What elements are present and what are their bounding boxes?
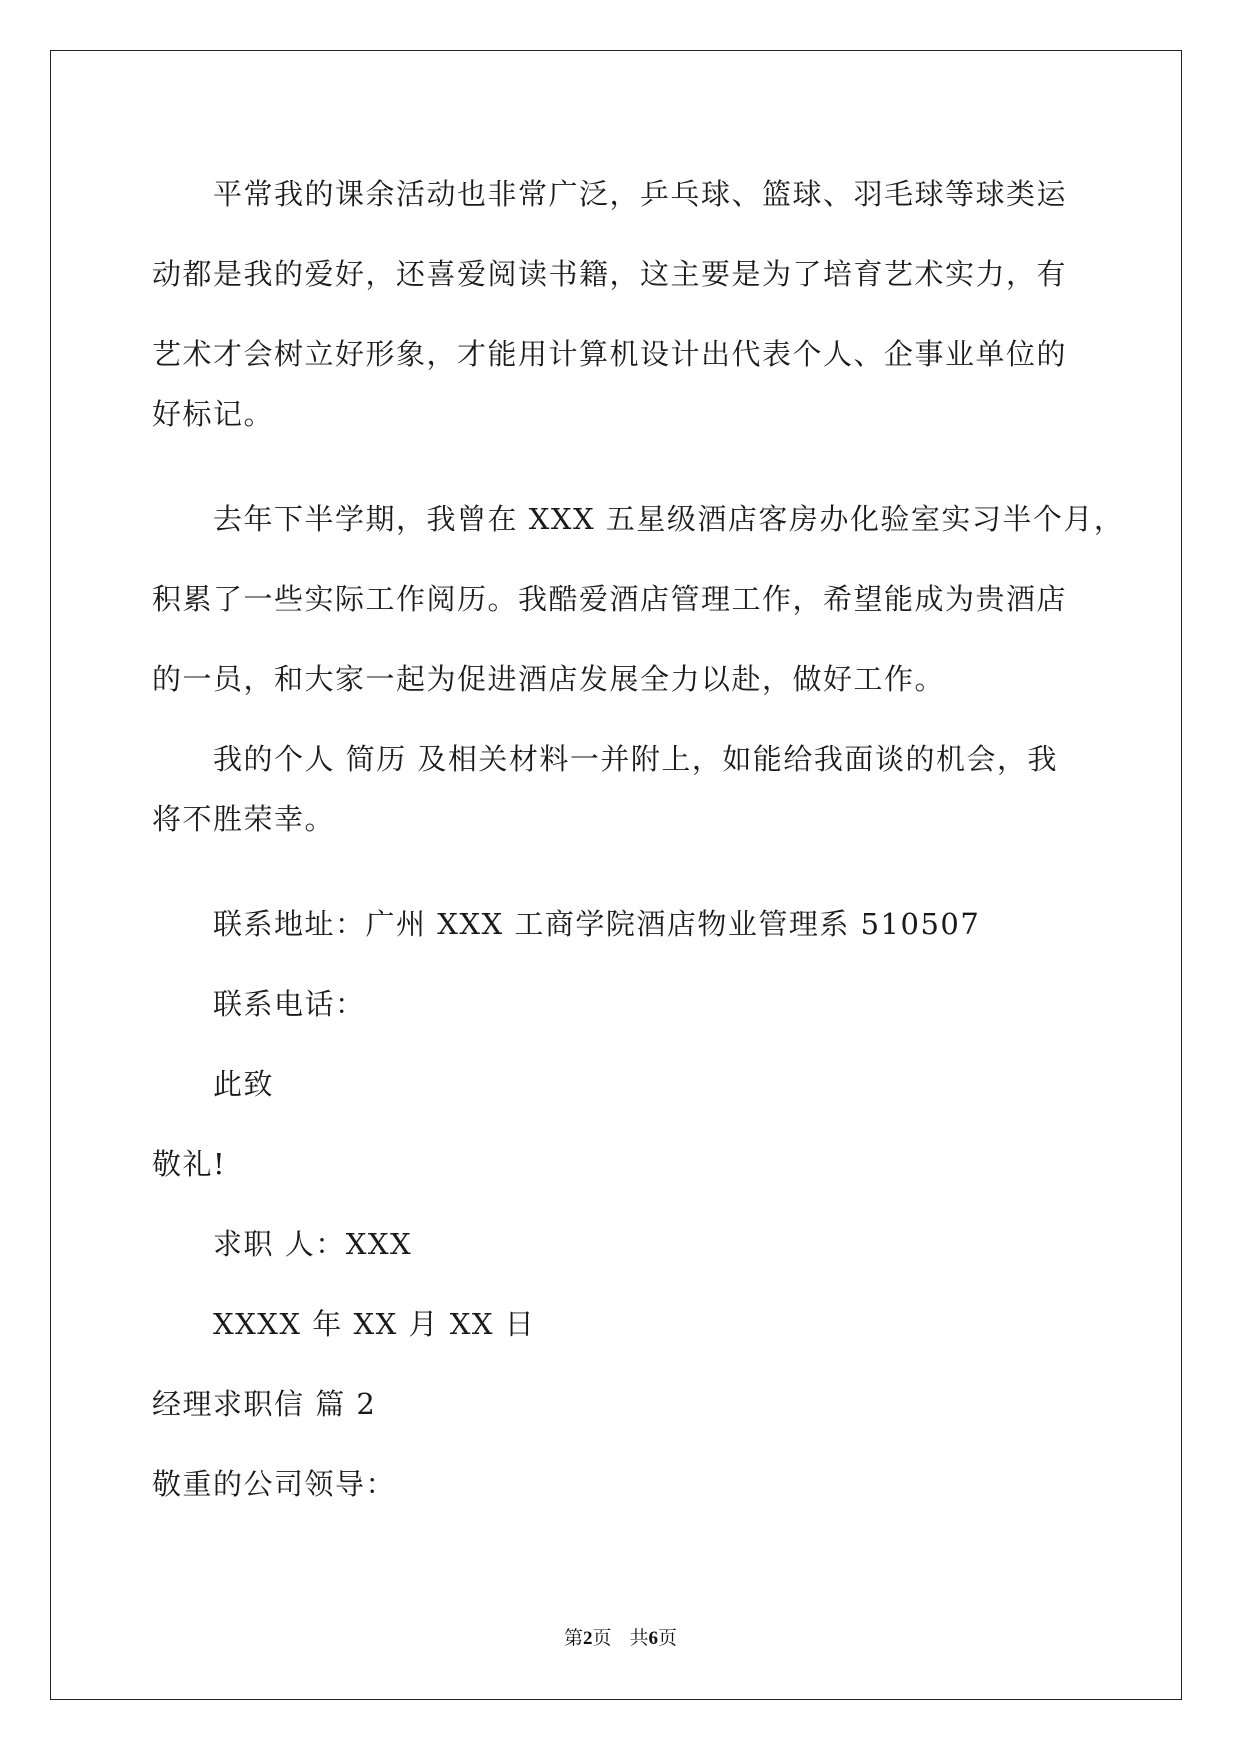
paragraph-line-4: 好标记。 bbox=[152, 397, 275, 431]
paragraph-line-8: 我的个人 简历 及相关材料一并附上，如能给我面谈的机会，我 bbox=[213, 742, 1058, 776]
page-label-suffix: 页 bbox=[592, 1628, 612, 1649]
closing-line: 此致 bbox=[213, 1067, 275, 1101]
total-label-prefix: 共 bbox=[629, 1628, 649, 1649]
letter-date: XXXX 年 XX 月 XX 日 bbox=[213, 1307, 536, 1341]
current-page-number: 2 bbox=[582, 1628, 593, 1649]
applicant-name: 求职 人：XXX bbox=[213, 1227, 413, 1261]
paragraph-line-1: 平常我的课余活动也非常广泛，乒乓球、篮球、羽毛球等球类运 bbox=[213, 177, 1068, 211]
section-heading: 经理求职信 篇 2 bbox=[152, 1387, 377, 1421]
salutation-line: 敬礼! bbox=[152, 1147, 227, 1181]
paragraph-line-9: 将不胜荣幸。 bbox=[152, 802, 336, 836]
paragraph-line-5: 去年下半学期，我曾在 XXX 五星级酒店客房办化验室实习半个月， bbox=[213, 502, 1125, 536]
paragraph-line-3: 艺术才会树立好形象，才能用计算机设计出代表个人、企事业单位的 bbox=[152, 337, 1068, 371]
total-label-suffix: 页 bbox=[658, 1628, 678, 1649]
paragraph-line-2: 动都是我的爱好，还喜爱阅读书籍，这主要是为了培育艺术实力，有 bbox=[152, 257, 1068, 291]
paragraph-line-7: 的一员，和大家一起为促进酒店发展全力以赴，做好工作。 bbox=[152, 662, 946, 696]
paragraph-line-6: 积累了一些实际工作阅历。我酷爱酒店管理工作，希望能成为贵酒店 bbox=[152, 582, 1068, 616]
total-pages-number: 6 bbox=[648, 1628, 659, 1649]
page-label-prefix: 第 bbox=[563, 1628, 583, 1649]
contact-address: 联系地址：广州 XXX 工商学院酒店物业管理系 510507 bbox=[213, 907, 981, 941]
page-footer bbox=[0, 1623, 1241, 1650]
contact-phone: 联系电话： bbox=[213, 987, 366, 1021]
greeting-line: 敬重的公司领导： bbox=[152, 1467, 397, 1501]
page-border bbox=[50, 50, 1182, 1700]
